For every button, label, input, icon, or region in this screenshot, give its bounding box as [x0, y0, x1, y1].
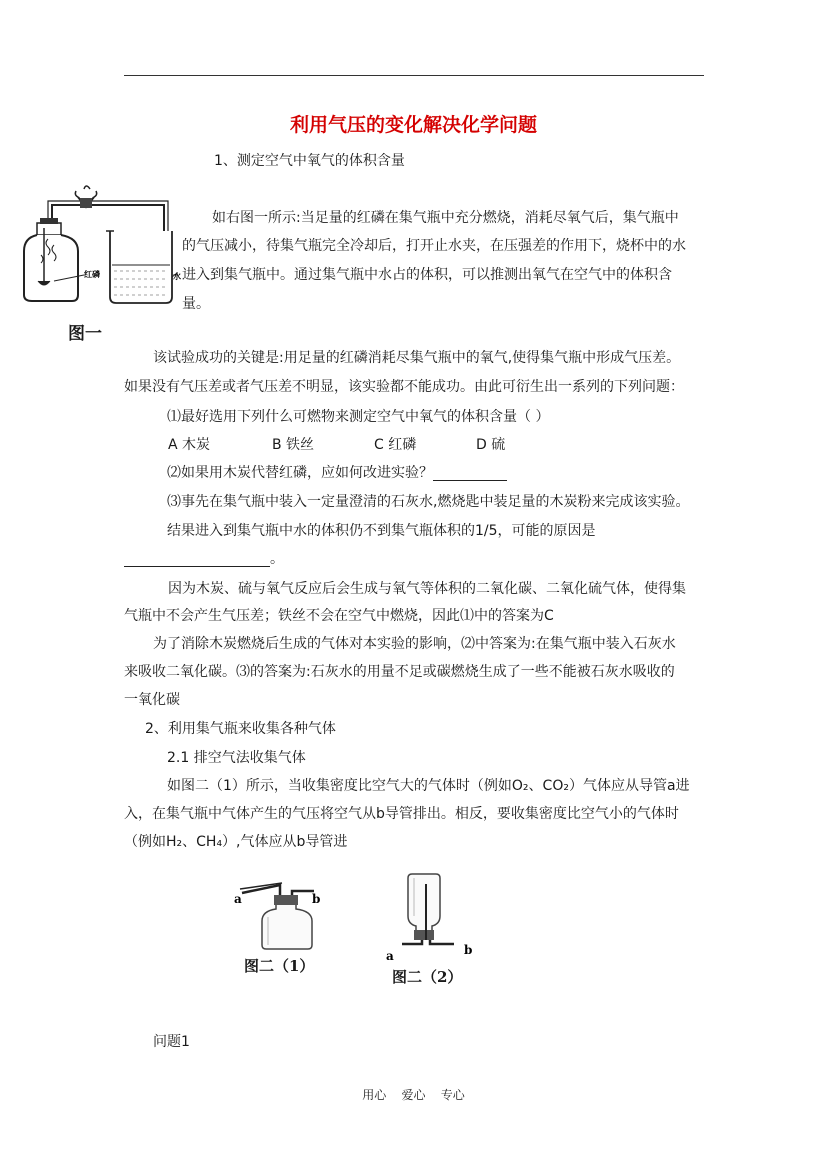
section-1-heading: 1、测定空气中氧气的体积含量: [214, 153, 405, 169]
figure-1-label: 图一: [68, 324, 102, 344]
question-3-line-2: 结果进入到集气瓶中水的体积仍不到集气瓶体积的1/5，可能的原因是: [167, 523, 596, 539]
answer-line-3: 为了消除木炭燃烧后生成的气体对本实验的影响，⑵中答案为:在集气瓶中装入石灰水: [153, 636, 676, 652]
header-rule: [124, 75, 704, 76]
answer-line-5: 一氧化碳: [124, 692, 180, 708]
question-3-end: 。: [270, 551, 284, 567]
label-shui: 水: [173, 272, 181, 281]
option-b: B 铁丝: [272, 437, 315, 453]
label-hongling: 红磷: [84, 270, 100, 279]
p3-line-1: 如图二（1）所示，当收集密度比空气大的气体时（例如O₂、CO₂）气体应从导管a进: [167, 778, 690, 794]
question-1-label: 问题1: [153, 1034, 190, 1050]
tube-b-label-2: b: [464, 943, 473, 957]
tube-a-label-1: a: [234, 892, 242, 906]
figure-2-1-label: 图二（1）: [244, 957, 315, 975]
figure-2-2-label: 图二（2）: [392, 968, 463, 986]
p3-line-3: （例如H₂、CH₄）,气体应从b导管进: [124, 834, 348, 850]
figure-2-1-bottle: [228, 877, 328, 953]
tube-b-label-1: b: [312, 892, 321, 906]
option-c: C 红磷: [374, 437, 417, 453]
p1-line-3: 进入到集气瓶中。通过集气瓶中水占的体积，可以推测出氧气在空气中的体积含: [182, 267, 672, 283]
answer-blank-3: [124, 552, 270, 567]
figure-1-apparatus: [14, 183, 180, 313]
p3-line-2: 入，在集气瓶中气体产生的气压将空气从b导管排出。相反，要收集密度比空气小的气体时: [124, 806, 679, 822]
option-d: D 硫: [476, 437, 506, 453]
section-2-1-heading: 2.1 排空气法收集气体: [167, 750, 306, 766]
doc-title: 利用气压的变化解决化学问题: [289, 114, 537, 136]
p1-line-4: 量。: [182, 296, 210, 312]
question-2-text: ⑵如果用木炭代替红磷，应如何改进实验？: [167, 465, 433, 481]
answer-line-2: 气瓶中不会产生气压差；铁丝不会在空气中燃烧，因此⑴中的答案为C: [124, 608, 554, 624]
question-3-line-1: ⑶事先在集气瓶中装入一定量澄清的石灰水,燃烧匙中装足量的木炭粉来完成该实验。: [167, 494, 690, 510]
p1-line-1: 如右图一所示:当足量的红磷在集气瓶中充分燃烧，消耗尽氧气后，集气瓶中: [212, 210, 679, 226]
p2-line-2: 如果没有气压差或者气压差不明显，该实验都不能成功。由此可衍生出一系列的下列问题：: [124, 379, 684, 395]
p2-line-1: 该试验成功的关键是:用足量的红磷消耗尽集气瓶中的氧气,使得集气瓶中形成气压差。: [153, 350, 681, 366]
option-a: A 木炭: [168, 437, 211, 453]
page-footer: 用心 爱心 专心: [362, 1088, 465, 1102]
question-1: ⑴最好选用下列什么可燃物来测定空气中氧气的体积含量（ ）: [167, 409, 550, 425]
figure-2-2-bottle: [380, 870, 480, 962]
section-2-heading: 2、利用集气瓶来收集各种气体: [145, 721, 336, 737]
answer-line-4: 来吸收二氧化碳。⑶的答案为:石灰水的用量不足或碳燃烧生成了一些不能被石灰水吸收的: [124, 664, 675, 680]
p1-line-2: 的气压减小，待集气瓶完全冷却后，打开止水夹，在压强差的作用下，烧杯中的水: [182, 238, 686, 254]
tube-a-label-2: a: [386, 949, 394, 963]
question-3-line-3: [124, 551, 284, 567]
answer-line-1: 因为木炭、硫与氧气反应后会生成与氧气等体积的二氧化碳、二氧化硫气体，使得集: [168, 581, 686, 597]
question-2: [167, 465, 507, 481]
answer-blank-2: [433, 466, 507, 481]
